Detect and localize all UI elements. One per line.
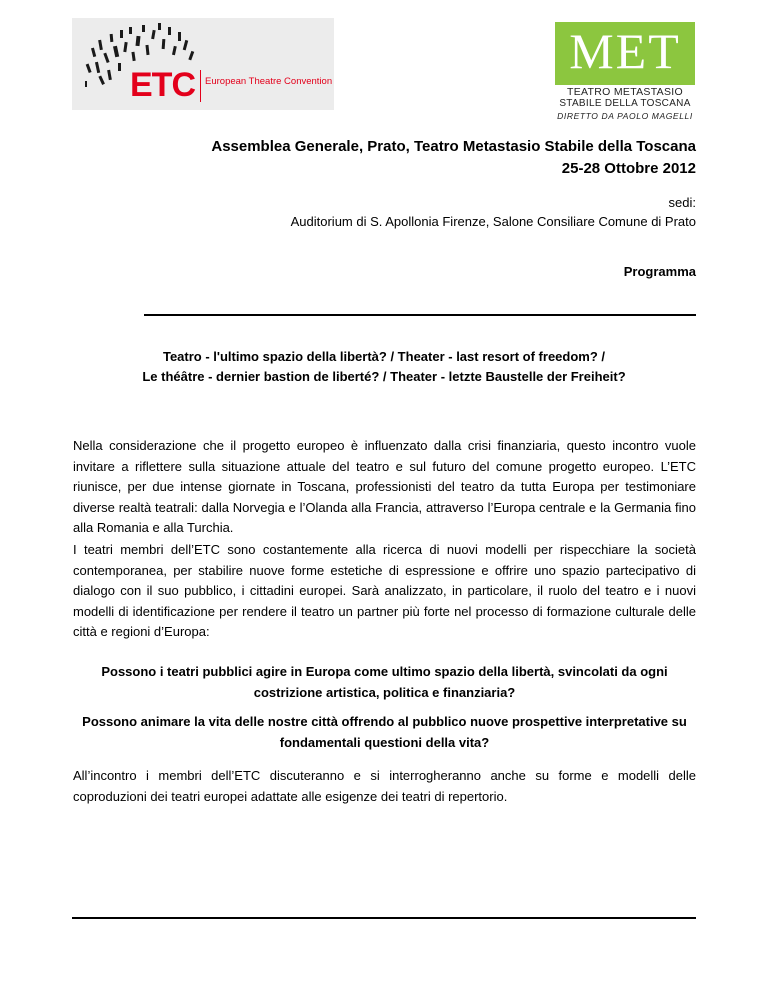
event-dates: 25-28 Ottobre 2012 <box>561 160 696 177</box>
venues-text: Auditorium di S. Apollonia Firenze, Salone Consiliare Comune di Prato <box>290 214 696 229</box>
sedi-label: sedi: <box>668 195 696 210</box>
met-line-3: DIRETTO DA PAOLO MAGELLI <box>557 111 693 121</box>
paragraph-2: I teatri membri dell’ETC sono costantemente alla ricerca di nuovi modelli per rispecchiare la società contemporanea, per stabilire nuove forme estetiche di espressione e offrire uno spazio partecipativo di dialogo con il suo pubblico, i cittadini europei. Sarà analizzato, in particolare, il ruolo del teatro e i nuovi modelli di identificazione per rendere il teatro un partner più forte nel processo di formazione culturale delle città e regioni d’Europa: <box>73 542 696 639</box>
etc-dots-graphic <box>72 18 334 110</box>
subtitle <box>80 347 688 387</box>
etc-wordmark: ETC <box>130 66 195 104</box>
met-logo <box>555 22 695 122</box>
met-line-2: STABILE DELLA TOSCANA <box>559 98 691 109</box>
question-1: Possono i teatri pubblici agire in Europa come ultimo spazio della libertà, svincolati da ogni costrizione artistica, politica e finanziaria? <box>101 664 668 700</box>
etc-logo <box>72 18 334 110</box>
etc-divider <box>200 70 201 102</box>
met-line-1: TEATRO METASTASIO <box>567 86 683 98</box>
question-2: Possono animare la vita delle nostre città offrendo al pubblico nuove prospettive interpretative su fondamentali questioni della vita? <box>82 714 687 750</box>
top-divider <box>144 314 696 316</box>
bottom-divider <box>72 917 696 919</box>
subtitle-line-1: Teatro - l'ultimo spazio della libertà? / Theater - last resort of freedom? / <box>162 349 606 364</box>
etc-subtitle: European Theatre Convention <box>205 76 333 87</box>
programma-heading: Programma <box>623 264 696 279</box>
paragraph-1: Nella considerazione che il progetto europeo è influenzato dalla crisi finanziaria, questo incontro vuole invitare a riflettere sulla situazione attuale del teatro e sul futuro del comune progetto europeo. L’ETC riunisce, per due intense giornate in Toscana, professionisti del teatro da tutta Europa per testimoniare diverse realtà teatrali: dalla Norvegia e l’Olanda alla Francia, attraverso l’Europa centrale e la Germania fino alla Romania e alla Turchia. <box>73 438 696 535</box>
met-wordmark: MET <box>569 23 681 79</box>
paragraph-3: All’incontro i membri dell’ETC discuteranno e si interrogheranno anche su forme e modelli delle coproduzioni dei teatri europei adattate alle esigenze dei teatri di repertorio. <box>73 768 696 804</box>
subtitle-line-2: Le théâtre - dernier bastion de liberté? / Theater - letzte Baustelle der Freiheit? <box>142 369 626 384</box>
page-title: Assemblea Generale, Prato, Teatro Metastasio Stabile della Toscana <box>211 138 696 155</box>
